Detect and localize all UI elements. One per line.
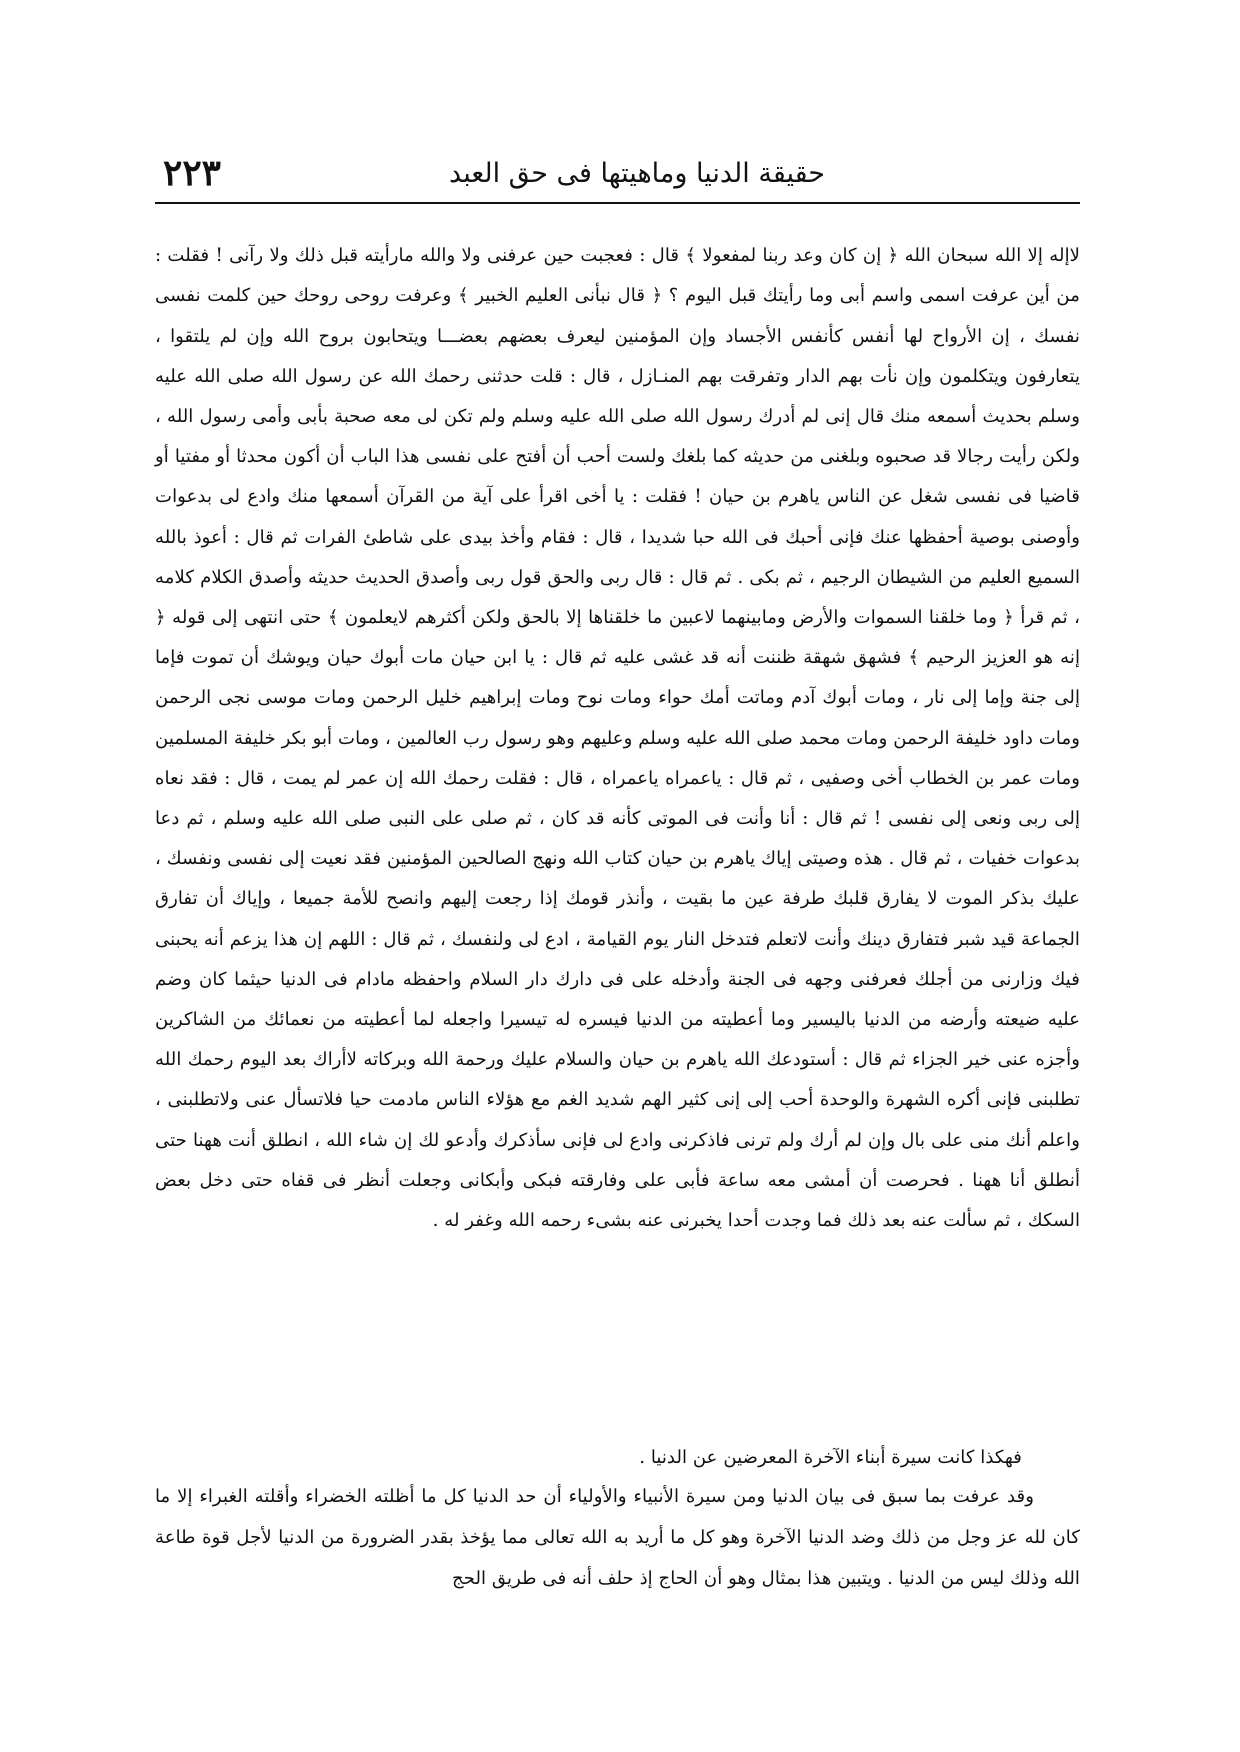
page-number: ٢٢٣ <box>163 152 222 194</box>
section-paragraph: وقد عرفت بما سبق فى بيان الدنيا ومن سيرة الأنبياء والأولياء أن حد الدنيا كل ما أظلته الخضراء وأقلته الغبراء إلا ما كان لله عز وجل من ذلك وضد الدنيا الآخرة وهو كل ما أريد به الله تعالى مما يؤخذ بقدر الضرورة من الدنيا لأجل قوة طاعة الله وذلك ليس من الدنيا . ويتبين هذا بمثال وهو أن الحاج إذ حلف أنه فى طريق الحج <box>155 1486 1080 1590</box>
header-rule <box>155 202 1080 204</box>
running-title: حقيقة الدنيا وماهيتها فى حق العبد <box>449 158 825 189</box>
closing-line: فهكذا كانت سيرة أبناء الآخرة المعرضين عن الدنيا . <box>639 1447 1022 1469</box>
main-passage: لاإله إلا الله سبحان الله ﴿ إن كان وعد ربنا لمفعولا ﴾ قال : فعجبت حين عرفنى ولا والله مارأيته قبل ذلك ولا رآنى ! فقلت : من أين عرفت اسمى واسم أبى وما رأيتك قبل اليوم ؟ ﴿ قال نبأنى العليم الخبير ﴾ وعرفت روحى روحك حين كلمت نفسى نفسك ، إن الأرواح لها أنفس كأنفس الأجساد وإن المؤمنين ليعرف بعضهم بعضـــا ويتحابون بروح الله وإن لم يلتقوا ، يتعارفون ويتكلمون وإن نأت بهم الدار وتفرقت بهم المنـازل ، قال : قلت حدثنى رحمك الله عن رسول الله صلى الله عليه وسلم بحديث أسمعه منك قال إنى لم أدرك رسول الله صلى الله عليه وسلم ولم تكن لى معه صحبة بأبى وأمى رسول الله ، ولكن رأيت رجالا قد صحبوه وبلغنى من حديثه كما بلغك ولست أحب أن أفتح على نفسى هذا الباب أن أكون محدثا أو مفتيا أو قاضيا فى نفسى شغل عن الناس ياهرم بن حيان ! فقلت : يا أخى اقرأ على آية من القرآن أسمعها منك وادع لى بدعوات وأوصنى بوصية أحفظها عنك فإنى أحبك فى الله حبا شديدا ، قال : فقام وأخذ بيدى على شاطئ الفرات ثم قال : أعوذ بالله السميع العليم من الشيطان الرجيم ، ثم بكى . ثم قال : قال ربى والحق قول ربى وأصدق الحديث حديثه وأصدق الكلام كلامه ، ثم قرأ ﴿ وما خلقنا السموات والأرض ومابينهما لاعبين ما خلقناها إلا بالحق ولكن أكثرهم لايعلمون ﴾ حتى انتهى إلى قوله ﴿ إنه هو العزيز الرحيم ﴾ فشهق شهقة ظننت أنه قد غشى عليه ثم قال : يا ابن حيان مات أبوك حيان ويوشك أن تموت فإما إلى جنة وإما إلى نار ، ومات أبوك آدم وماتت أمك حواء ومات نوح ومات إبراهيم خليل الرحمن ومات موسى نجى الرحمن ومات داود خليفة الرحمن ومات محمد صلى الله عليه وسلم وعليهم وهو رسول رب العالمين ، ومات أبو بكر خليفة المسلمين ومات عمر بن الخطاب أخى وصفيى ، ثم قال : ياعمراه ياعمراه ، قال : فقلت رحمك الله إن عمر لم يمت ، قال : فقد نعاه إلى ربى ونعى إلى نفسى ! ثم قال : أنا وأنت فى الموتى كأنه قد كان ، ثم صلى على النبى صلى الله عليه وسلم ، ثم دعا بدعوات خفيات ، ثم قال . هذه وصيتى إياك ياهرم بن حيان كتاب الله ونهج الصالحين المؤمنين فقد نعيت إلى نفسى ونفسك ، عليك بذكر الموت لا يفارق قلبك طرفة عين ما بقيت ، وأنذر قومك إذا رجعت إليهم وانصح للأمة جميعا ، وإياك أن تفارق الجماعة قيد شبر فتفارق دينك وأنت لاتعلم فتدخل النار يوم القيامة ، ادع لى ولنفسك ، ثم قال : اللهم إن هذا يزعم أنه يحبنى فيك وزارنى من أجلك فعرفنى وجهه فى الجنة وأدخله على فى دارك دار السلام واحفظه مادام فى الدنيا حيثما كان وضم عليه ضيعته وأرضه من الدنيا باليسير وما أعطيته من الدنيا فيسره له تيسيرا واجعله لما أعطيته من نعمائك من الشاكرين وأجزه عنى خير الجزاء ثم قال : أستودعك الله ياهرم بن حيان والسلام عليك ورحمة الله وبركاته لاأراك بعد اليوم رحمك الله تطلبنى فإنى أكره الشهرة والوحدة أحب إلى إنى كثير الهم شديد الغم مع هؤلاء الناس مادمت حيا فلاتسأل عنى ولاتطلبنى ، واعلم أنك منى على بال وإن لم أرك ولم ترنى فاذكرنى وادع لى فإنى سأذكرك وأدعو لك إن شاء الله ، انطلق أنت ههنا حتى أنطلق أنا ههنا . فحرصت أن أمشى معه ساعة فأبى على وفارقته فبكى وأبكانى وجعلت أنظر فى قفاه حتى دخل بعض السكك ، ثم سألت عنه بعد ذلك فما وجدت أحدا يخبرنى عنه بشىء رحمه الله وغفر له . <box>155 245 1081 1232</box>
page-header <box>155 150 1075 198</box>
